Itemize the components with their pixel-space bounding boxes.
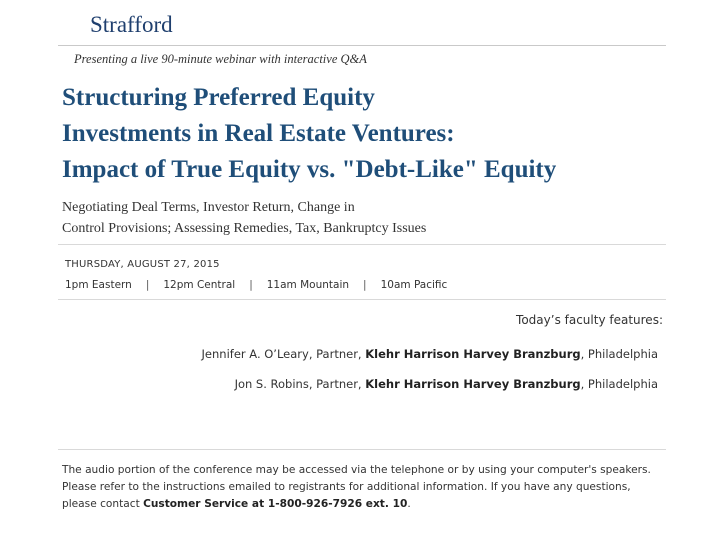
speaker-2-location: , Philadelphia xyxy=(580,377,658,391)
schedule-divider-top xyxy=(58,244,666,245)
footer-text: The audio portion of the conference may be accessed via the telephone or by using your computer's speakers. Please refer to the instructions emailed to registrants for additional information. If you have any questions, please contact xyxy=(62,464,651,510)
webinar-times xyxy=(65,279,447,291)
time-pacific: 10am Pacific xyxy=(380,279,448,291)
customer-service-contact: Customer Service at 1-800-926-7926 ext. 10 xyxy=(143,498,408,510)
webinar-title xyxy=(62,80,556,188)
time-central: 12pm Central xyxy=(163,279,236,291)
time-eastern: 1pm Eastern xyxy=(65,279,132,291)
speaker-1 xyxy=(202,347,658,361)
schedule-divider-bottom xyxy=(58,299,666,300)
title-line-1: Structuring Preferred Equity xyxy=(62,84,375,111)
strafford-logo: Strafford xyxy=(90,12,173,37)
speaker-2-firm: Klehr Harrison Harvey Branzburg xyxy=(365,377,581,391)
webinar-date: THURSDAY, AUGUST 27, 2015 xyxy=(65,259,220,270)
audio-instructions xyxy=(62,462,662,513)
title-line-3: Impact of True Equity vs. "Debt-Like" Equity xyxy=(62,156,557,183)
speaker-2 xyxy=(235,377,658,391)
webinar-tagline: Presenting a live 90-minute webinar with interactive Q&A xyxy=(74,52,367,66)
subtitle-line-2: Control Provisions; Assessing Remedies, Tax, Bankruptcy Issues xyxy=(62,221,427,236)
faculty-heading: Today’s faculty features: xyxy=(516,313,663,327)
speaker-1-name: Jennifer A. O’Leary, Partner, xyxy=(201,347,366,361)
header-divider xyxy=(58,45,666,46)
time-separator: | xyxy=(145,279,150,291)
speaker-1-location: , Philadelphia xyxy=(580,347,658,361)
subtitle-line-1: Negotiating Deal Terms, Investor Return, Change in xyxy=(62,200,355,215)
webinar-subtitle xyxy=(62,197,426,239)
speaker-1-firm: Klehr Harrison Harvey Branzburg xyxy=(365,347,581,361)
time-separator: | xyxy=(249,279,253,291)
speaker-2-name: Jon S. Robins, Partner, xyxy=(234,377,366,391)
footer-end: . xyxy=(407,498,411,510)
title-line-2: Investments in Real Estate Ventures: xyxy=(62,120,455,147)
footer-divider xyxy=(58,449,666,450)
time-separator: | xyxy=(363,279,367,291)
time-mountain: 11am Mountain xyxy=(266,279,350,291)
